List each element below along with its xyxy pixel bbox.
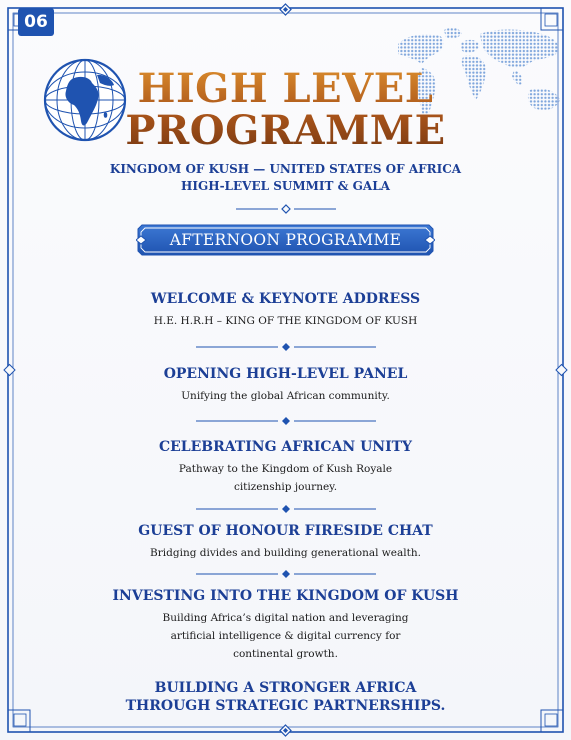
programme-item-heading: CELEBRATING AFRICAN UNITY: [158, 439, 413, 455]
diamond-divider-icon: [186, 569, 386, 579]
programme-item-opening-panel: [40, 365, 531, 405]
banner-label: AFTERNOON PROGRAMME: [169, 231, 402, 249]
programme-item-african-unity: [40, 438, 531, 496]
description-line: continental growth.: [233, 648, 338, 660]
programme-item-description: Bridging divides and building generational wealth.: [150, 547, 421, 559]
programme-item-heading: GUEST OF HONOUR FIRESIDE CHAT: [138, 523, 433, 539]
diamond-divider-icon: [186, 416, 386, 426]
description-line: citizenship journey.: [233, 481, 338, 493]
programme-item-heading: WELCOME & KEYNOTE ADDRESS: [150, 291, 421, 307]
page-title: [80, 65, 491, 154]
diamond-divider-icon: [226, 204, 346, 214]
programme-item-welcome: [40, 290, 531, 330]
programme-item-heading: OPENING HIGH-LEVEL PANEL: [163, 366, 408, 382]
description-line: artificial intelligence & digital currency for: [170, 630, 401, 642]
description-line: Pathway to the Kingdom of Kush Royale: [178, 463, 393, 475]
programme-item-description: [40, 460, 531, 496]
description-line: Building Africa’s digital nation and leveraging: [162, 612, 409, 624]
title-line-2: PROGRAMME: [125, 107, 446, 154]
programme-item-heading: INVESTING INTO THE KINGDOM OF KUSH: [112, 588, 459, 604]
subtitle-line-1: KINGDOM OF KUSH — UNITED STATES OF AFRICA: [109, 162, 462, 176]
programme-item-description: H.E. H.R.H – KING OF THE KINGDOM OF KUSH: [153, 315, 418, 327]
diamond-divider-icon: [186, 342, 386, 352]
programme-item-stronger-africa: [40, 679, 531, 715]
programme-item-description: Unifying the global African community.: [181, 390, 390, 402]
page-number-badge: 06: [18, 8, 54, 36]
title-line-1: HIGH LEVEL: [137, 65, 434, 112]
event-subtitle: [60, 161, 511, 195]
subtitle-line-2: HIGH-LEVEL SUMMIT & GALA: [181, 179, 390, 193]
programme-item-description: [40, 609, 531, 663]
programme-item-investing: [40, 587, 531, 663]
programme-item-heading-line-2: THROUGH STRATEGIC PARTNERSHIPS.: [125, 698, 446, 714]
programme-item-heading: BUILDING A STRONGER AFRICA: [154, 680, 417, 696]
diamond-divider-icon: [186, 504, 386, 514]
programme-item-fireside-chat: [40, 522, 531, 562]
